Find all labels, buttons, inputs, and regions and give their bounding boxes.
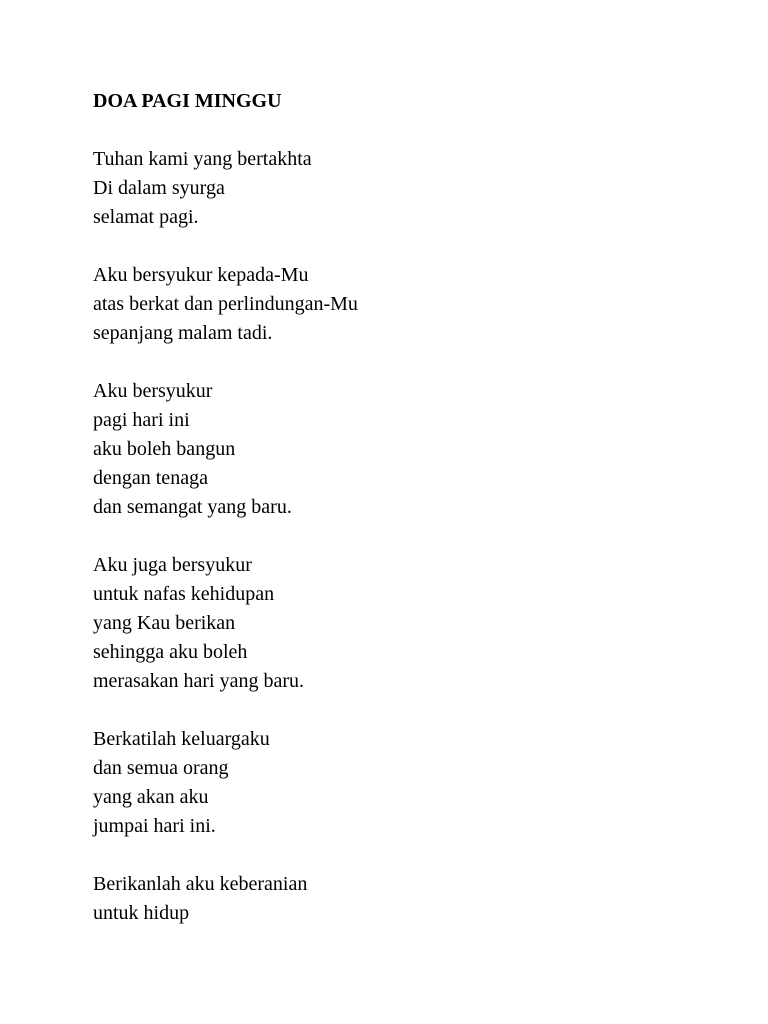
poem-line: untuk nafas kehidupan bbox=[93, 583, 275, 605]
stanza bbox=[93, 377, 713, 522]
poem-line: sehingga aku boleh bbox=[93, 641, 248, 663]
poem-line: Aku juga bersyukur bbox=[93, 554, 252, 576]
poem-body bbox=[93, 87, 713, 957]
poem-line: sepanjang malam tadi. bbox=[93, 322, 273, 344]
poem-line: Aku bersyukur bbox=[93, 380, 213, 402]
stanza bbox=[93, 261, 713, 348]
stanza bbox=[93, 145, 713, 232]
poem-line: pagi hari ini bbox=[93, 409, 190, 431]
poem-line: Berkatilah keluargaku bbox=[93, 728, 270, 750]
stanza bbox=[93, 870, 713, 928]
poem-line: selamat pagi. bbox=[93, 206, 199, 228]
poem-line: Aku bersyukur kepada-Mu bbox=[93, 264, 309, 286]
poem-line: dengan tenaga bbox=[93, 467, 208, 489]
poem-line: Tuhan kami yang bertakhta bbox=[93, 148, 312, 170]
poem-line: dan semangat yang baru. bbox=[93, 496, 292, 518]
poem-line: merasakan hari yang baru. bbox=[93, 670, 305, 692]
poem-line: Berikanlah aku keberanian bbox=[93, 873, 308, 895]
poem-line: yang Kau berikan bbox=[93, 612, 236, 634]
poem-line: untuk hidup bbox=[93, 902, 190, 924]
stanza bbox=[93, 725, 713, 841]
poem-line: jumpai hari ini. bbox=[93, 815, 216, 837]
poem-title: DOA PAGI MINGGU bbox=[93, 90, 282, 112]
poem-line: yang akan aku bbox=[93, 786, 209, 808]
poem-line: Di dalam syurga bbox=[93, 177, 225, 199]
poem-line: dan semua orang bbox=[93, 757, 229, 779]
poem-line: aku boleh bangun bbox=[93, 438, 236, 460]
stanza bbox=[93, 551, 713, 696]
poem-line: atas berkat dan perlindungan-Mu bbox=[93, 293, 358, 315]
